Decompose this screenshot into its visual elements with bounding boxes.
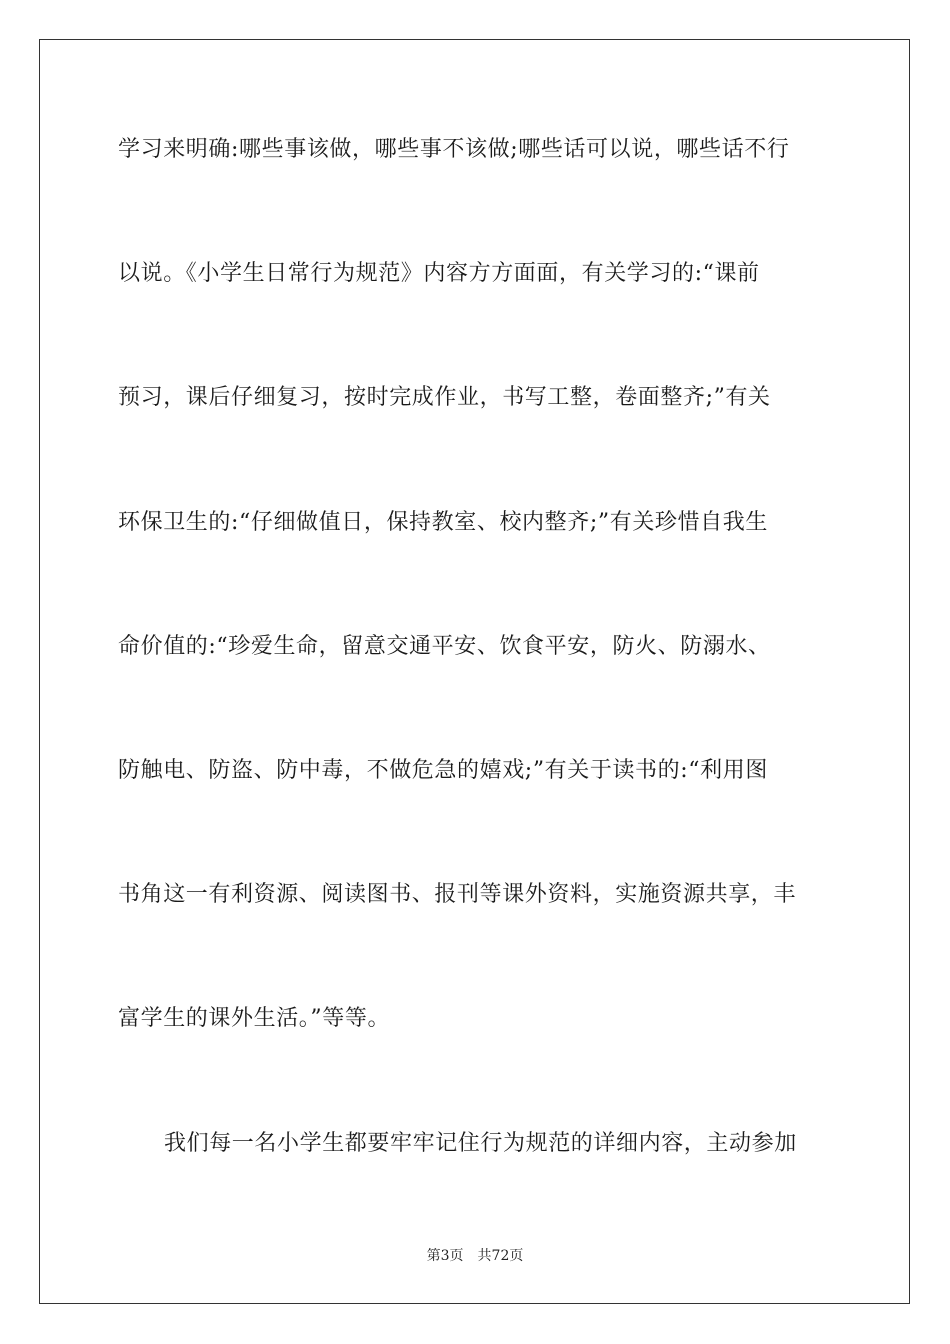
paragraph-first-line: 我们每一名小学生都要牢牢记住行为规范的详细内容，主动参加 <box>164 1131 797 1156</box>
text-line: 学习来明确:哪些事该做，哪些事不该做;哪些话可以说，哪些话不行 <box>118 137 790 162</box>
text-line: 防触电、防盗、防中毒，不做危急的嬉戏;”有关于读书的:“利用图 <box>118 758 768 783</box>
text-line: 环保卫生的:“仔细做值日，保持教室、校内整齐;”有关珍惜自我生 <box>118 510 768 535</box>
text-line: 以说。《小学生日常行为规范》内容方方面面，有关学习的:“课前 <box>118 261 760 286</box>
text-line: 书角这一有利资源、阅读图书、报刊等课外资料，实施资源共享，丰 <box>118 882 797 907</box>
text-line: 富学生的课外生活。”等等。 <box>118 1006 391 1031</box>
text-line: 命价值的:“珍爱生命，留意交通平安、饮食平安，防火、防溺水、 <box>118 634 771 659</box>
total-pages: 共72页 <box>477 1248 524 1264</box>
page-number: 第3页 <box>426 1248 464 1264</box>
page-footer <box>0 1247 950 1265</box>
text-line: 预习，课后仔细复习，按时完成作业，书写工整，卷面整齐;”有关 <box>118 385 771 410</box>
page-frame <box>39 39 910 1304</box>
